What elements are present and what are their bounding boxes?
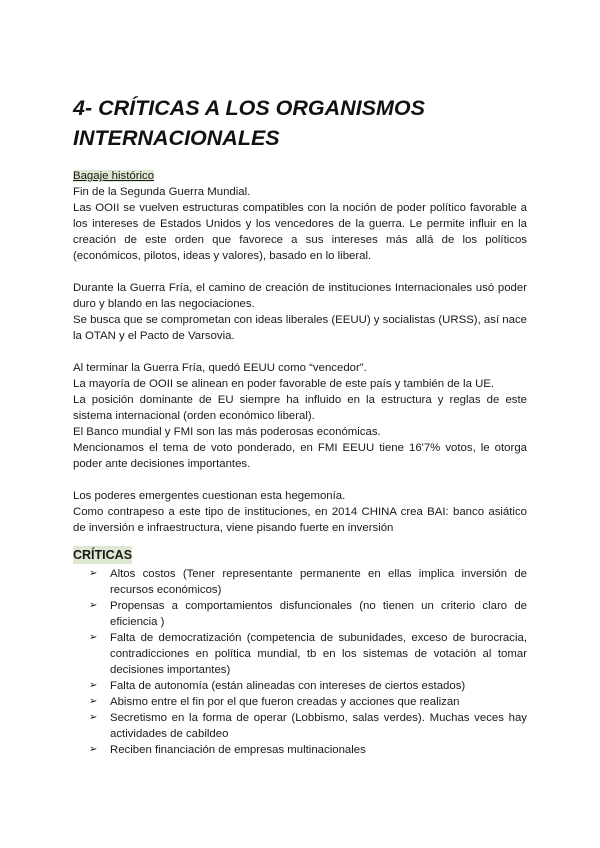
list-item-text: Falta de democratización (competencia de subunidades, exceso de burocracia, contradicciones en política mundial, tb en los sistemas de votación al tomar decisiones importantes) <box>110 632 527 676</box>
arrow-bullet-icon: ➢ <box>89 680 98 691</box>
paragraph: La posición dominante de EU siempre ha influido en la estructura y reglas de este sistema internacional (orden económico liberal). <box>73 394 527 422</box>
spacer <box>73 344 527 360</box>
list-item-text: Altos costos (Tener representante permanente en ellas implica inversión de recursos económicos) <box>110 568 527 596</box>
arrow-bullet-icon: ➢ <box>89 696 98 707</box>
list-item-text: Propensas a comportamientos disfuncionales (no tienen un criterio claro de eficiencia ) <box>110 600 527 628</box>
arrow-bullet-icon: ➢ <box>89 568 98 579</box>
paragraph: Se busca que se comprometan con ideas liberales (EEUU) y socialistas (URSS), así nace la OTAN y el Pacto de Varsovia. <box>73 314 527 342</box>
list-item-text: Secretismo en la forma de operar (Lobbismo, salas verdes). Muchas veces hay actividades de cabildeo <box>110 712 527 740</box>
list-item-text: Falta de autonomía (están alineadas con intereses de ciertos estados) <box>110 680 466 692</box>
arrow-bullet-icon: ➢ <box>89 632 98 643</box>
spacer <box>73 536 527 546</box>
spacer <box>73 472 527 488</box>
page-title: 4- CRÍTICAS A LOS ORGANISMOS INTERNACIONALES <box>73 96 425 150</box>
list-item <box>73 678 527 694</box>
paragraph: Durante la Guerra Fría, el camino de creación de instituciones Internacionales usó poder duro y blando en las negociaciones. <box>73 282 527 310</box>
paragraph: Mencionamos el tema de voto ponderado, en FMI EEUU tiene 16'7% votos, le otorga poder ante decisiones importantes. <box>73 442 527 470</box>
criticas-heading-text: CRÍTICAS <box>73 548 133 562</box>
list-item-text: Reciben financiación de empresas multinacionales <box>110 744 366 756</box>
list-item <box>73 742 527 758</box>
list-item <box>73 710 527 742</box>
list-item <box>73 598 527 630</box>
paragraph: Fin de la Segunda Guerra Mundial. <box>73 186 251 198</box>
arrow-bullet-icon: ➢ <box>89 744 98 755</box>
list-item-text: Abismo entre el fin por el que fueron creadas y acciones que realizan <box>110 696 460 708</box>
paragraph: Como contrapeso a este tipo de instituciones, en 2014 CHINA crea BAI: banco asiático de inversión e infraestructura, viene pisando fuerte en inversión <box>73 506 527 534</box>
criticas-heading <box>73 546 527 564</box>
arrow-bullet-icon: ➢ <box>89 712 98 723</box>
section-subtitle <box>73 168 527 184</box>
paragraph: La mayoría de OOII se alinean en poder favorable de este país y también de la UE. <box>73 378 495 390</box>
list-item <box>73 566 527 598</box>
arrow-bullet-icon: ➢ <box>89 600 98 611</box>
paragraph: Las OOII se vuelven estructuras compatibles con la noción de poder político favorable a los intereses de Estados Unidos y los vencedores de la guerra. Le permite influir en la creación de este orden que favorece a sus intereses más allá de los políticos (económicos, pilotos, ideas y valores), basado en lo liberal. <box>73 202 527 262</box>
paragraph: El Banco mundial y FMI son las más poderosas económicas. <box>73 426 381 438</box>
criticas-list <box>73 566 527 758</box>
subtitle-text: Bagaje histórico <box>73 170 155 182</box>
paragraph: Al terminar la Guerra Fría, quedó EEUU como “vencedor”. <box>73 362 367 374</box>
list-item <box>73 694 527 710</box>
paragraph: Los poderes emergentes cuestionan esta hegemonía. <box>73 490 346 502</box>
list-item <box>73 630 527 678</box>
spacer <box>73 264 527 280</box>
document-body <box>73 168 527 758</box>
